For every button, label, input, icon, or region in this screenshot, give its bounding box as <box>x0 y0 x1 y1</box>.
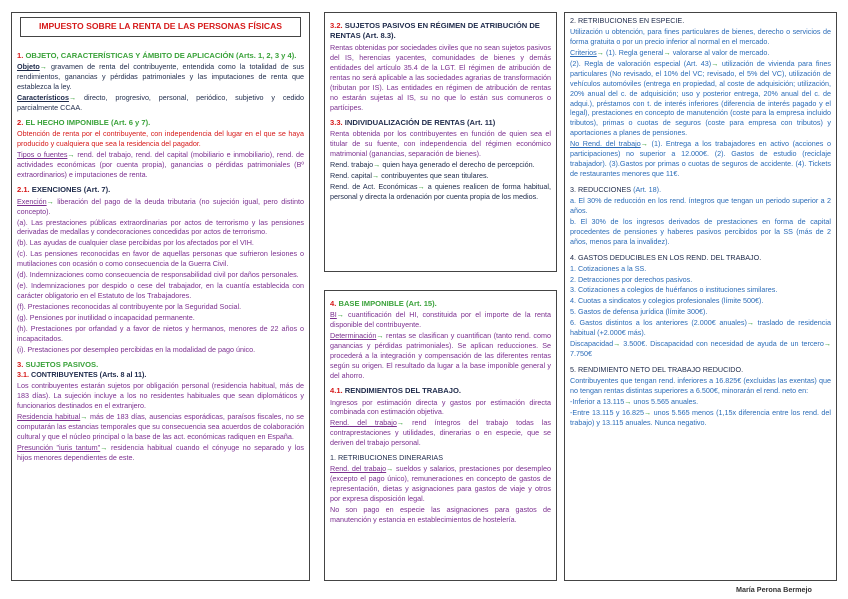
column-1 <box>11 12 310 581</box>
section-4-header: 4. BASE IMPONIBLE (Art. 15). <box>330 299 437 308</box>
column-2-bottom <box>324 290 557 581</box>
section-2-text: Obtención de renta por el contribuyente, con independencia del lugar en el que se haya producido y cualquiera que sea la residencia del pagador. <box>17 129 304 149</box>
rendimiento-neto-text: Contribuyentes que tengan rend. inferiores a 16.825€ (excluidas las exentas) que no tengan rentas distintas superiores a 6.500€, minorarán el rend. neto en: <box>570 375 831 395</box>
section-31-text: Los contribuyentes estarán sujetos por obligación personal (residencia habitual, más de 183 días). La sujeción incluye a los no residentes habituales que sean diplomáticos y funcionarios destinados en el extranjero. <box>17 381 304 410</box>
section-41-text: Ingresos por estimación directa y gastos por estimación directa combinada con estimación objetiva. <box>330 397 551 417</box>
author-signature: María Perona Bermejo <box>736 585 812 594</box>
rend-trabajo-line: Rend. trabajo→ quien haya generado el derecho de percepción. <box>330 159 535 169</box>
section-33-header: 3.3. INDIVIDUALIZACIÓN DE RENTAS (Art. 11) <box>330 117 496 127</box>
objeto-paragraph: Objeto→ gravamen de renta del contribuyente, entendida como la totalidad de sus rendimientos, ganancias y pérdidas patrimoniales y las imputaciones de renta que establezca la ley. <box>17 62 304 92</box>
reducciones-b: b. El 30% de los ingresos derivados de prestaciones en forma de capital procedentes de pensiones y haberes pasivos percibidos por la SS (más de 2 años, menos para la invalidez). <box>570 216 831 246</box>
rend-capital-line: Rend. capital→ contribuyentes que sean titulares. <box>330 170 489 180</box>
list-item: 3. Cotizaciones a colegios de huérfanos o instituciones similares. <box>570 285 778 295</box>
retribuciones-especie-header: 2. RETRIBUCIONES EN ESPECIE. <box>570 16 685 25</box>
section-3-header: 3. SUJETOS PASIVOS. <box>17 359 99 369</box>
exencion-paragraph: Exención→ liberación del pago de la deuda tributaria (no sujeción igual, pero distinto concepto). <box>17 196 304 216</box>
retribuciones-dinerarias-text: Rend. del trabajo→ sueldos y salarios, prestaciones por desempleo (excepto el pago único), remuneraciones en concepto de gastos de representación, dietas y asignaciones para gastos de viaje y otros por expresa disposición legal. <box>330 464 551 503</box>
determinacion-paragraph: Determinación→ rentas se clasifican y cuantifican (tanto rend. como ganancias y pérdidas patrimoniales). Se aplican reducciones. Se procederá a la integración y compensación de las diferentes rentas según su origen. El resultado da lugar a la base imponible general y del ahorro. <box>330 331 552 381</box>
section-2-header: 2. EL HECHO IMPONIBLE (Art. 6 y 7). <box>17 118 151 128</box>
list-item: 5. Gastos de defensa jurídica (límite 300€). <box>570 307 708 317</box>
caract-paragraph: Característicos→ directo, progresivo, personal, periódico, subjetivo y cedido parcialmente CCAA. <box>17 93 304 113</box>
list-item: Discapacidad→ 3.500€. Discapacidad con necesidad de ayuda de un tercero→ 7.750€ <box>570 339 832 359</box>
rend-del-trabajo-paragraph: Rend. del trabajo→ rend íntegros del trabajo todas las contraprestaciones y utilidades, dinerarias o en especie, que se deriven del trabajo personal. <box>330 418 551 448</box>
rend-act-line: Rend. de Act. Económicas→ a quienes realicen de forma habitual, personal y directa la ordenación por cuenta propia de los medios. <box>330 181 551 201</box>
retribuciones-dinerarias-note: No son pago en especie las asignaciones para gastos de manutención y estancia en establecimientos de hostelería. <box>330 504 551 524</box>
list-item: (b). Las ayudas de cualquier clase percibidas por los afectados por el VIH. <box>17 238 254 248</box>
list-item: (g). Pensiones por inutilidad o incapacidad permanente. <box>17 312 195 322</box>
no-rend-trabajo-paragraph: No Rend. del trabajo→ (1). Entrega a los trabajadores en activo (acciones o participaciones) no superior a 12.000€. (2). Gastos de estudio (reciclaje trabajador). (3).Gastos por primas o cuotas de seguros de accidente. (4). Tickets de restaurantes menores que 11€. <box>570 139 831 179</box>
column-3 <box>564 12 837 581</box>
tipos-paragraph: Tipos o fuentes→ rend. del trabajo, rend. del capital (mobiliario e inmobiliario), rend. de actividades económicas (por cuenta propia), ganancias o pérdidas patrimoniales (Bº extraordinarios) e imputaciones de renta. <box>17 150 304 180</box>
regla-especial-paragraph: (2). Regla de valoración especial (Art. 43)→ utilización de vivienda para fines particulares (No revisado, el 10% del VC; revisado, el 5% del VC), utilización de vehículos automóviles (entrega en propiedad, al coste de adquisición; utilización, 20% anual del c. de adquisición; uso y posterior entrega, 20% anual del c. de adqui.), préstamos con t. de interés inferiores (diferencia de interés pagado y el legal), prestaciones en concepto de manutención (coste para la empresa incluido tributos), primas o cuotas de seguros (coste para empresa con tributos) y aportaciones a planes de pensiones. <box>570 58 832 138</box>
gastos-list <box>570 264 831 359</box>
list-item: (e). Indemnizaciones por despido o cese del trabajador, en la cuantía establecida con carácter obligatorio en el Estatuto de los Trabajadores. <box>17 281 304 301</box>
page-title: IMPUESTO SOBRE LA RENTA DE LAS PERSONAS FÍSICAS <box>20 17 301 37</box>
section-32-header: 3.2. SUJETOS PASIVOS EN RÉGIMEN DE ATRIBUCIÓN DE RENTAS (Art. 8.3). <box>330 21 540 41</box>
column-2-top <box>324 12 557 272</box>
rendimiento-neto-header: 5. RENDIMIENTO NETO DEL TRABAJO REDUCIDO. <box>570 365 744 374</box>
list-item: (c). Las pensiones reconocidas en favor de aquellas personas que sufrieron lesiones o mutilaciones con ocasión o como consecuencia de la Guerra Civil. <box>17 249 304 269</box>
residencia-paragraph: Residencia habitual→ más de 183 días, ausencias esporádicas, paraísos fiscales, no se computarán las estancias temporales que su consecuencia sea acuerdos de colaboración cultural y que el núcleo principal o la base de las act. económicas radiquen en España. <box>17 411 305 441</box>
bi-paragraph: BI→ cuantificación del HI, constituida por el importe de la renta disponible del contribuyente. <box>330 310 551 330</box>
list-item: 4. Cuotas a sindicatos y colegios profesionales (límite 500€). <box>570 296 764 306</box>
reducciones-header: 3. REDUCCIONES (Art. 18). <box>570 185 662 194</box>
section-21-header: 2.1. EXENCIONES (Art. 7). <box>17 185 111 195</box>
section-31-header: 3.1. CONTRIBUYENTES (Arts. 8 al 11). <box>17 370 147 380</box>
list-item: 2. Detracciones por derechos pasivos. <box>570 274 693 284</box>
list-item: (d). Indemnizaciones como consecuencia de responsabilidad civil por daños personales. <box>17 270 299 280</box>
retribuciones-dinerarias-header: 1. RETRIBUCIONES DINERARIAS <box>330 453 444 463</box>
section-1-header: 1. OBJETO, CARACTERÍSTICAS Y ÁMBITO DE APLICACIÓN (Arts. 1, 2, 3 y 4). <box>17 50 297 60</box>
list-item: (f). Prestaciones reconocidas al contribuyente por la Seguridad Social. <box>17 302 242 312</box>
section-41-header: 4.1. RENDIMIENTOS DEL TRABAJO. <box>330 386 461 396</box>
exenciones-list <box>17 218 304 355</box>
criterios-paragraph: Criterios→ (1). Regla general→ valorarse al valor de mercado. <box>570 47 770 57</box>
gastos-deducibles-header: 4. GASTOS DEDUCIBLES EN LOS REND. DEL TRABAJO. <box>570 252 762 262</box>
list-item: 1. Cotizaciones a la SS. <box>570 263 647 273</box>
list-item: (i). Prestaciones por desempleo percibidas en la modalidad de pago único. <box>17 344 256 354</box>
section-33-text: Renta obtenida por los contribuyentes en función de quien sea el titular de su fuente, con independencia del régimen económico matrimonial (ganancias, separación de bienes). <box>330 128 551 158</box>
list-item: (a). Las prestaciones públicas extraordinarias por actos de terrorismo y las pensiones derivadas de medallas y condecoraciones concedidas por actos de terrorismo. <box>17 217 304 237</box>
rendimiento-neto-b: -Entre 13.115 y 16.825→ unos 5.565 menos (1,15x diferencia entre los rend. del trabajo) y 13.115 anuales. Nunca negativo. <box>570 407 832 427</box>
list-item: 6. Gastos distintos a los anteriores (2.000€ anuales)→ traslado de residencia habitual (+2.000€ más). <box>570 318 831 338</box>
list-item: (h). Prestaciones por orfandad y a favor de nietos y hermanos, menores de 22 años o incapacitados. <box>17 323 304 343</box>
rendimiento-neto-a: -Inferior a 13.115→ unos 5.565 anuales. <box>570 396 699 406</box>
retribuciones-especie-text: Utilización u obtención, para fines particulares de bienes, derecho o servicios de forma gratuita o por un precio inferior al normal en el mercado. <box>570 26 831 46</box>
reducciones-a: a. El 30% de reducción en los rend. íntegros que tengan un periodo superior a 2 años. <box>570 195 831 215</box>
section-32-text: Rentas obtenidas por sociedades civiles que no sean sujetos pasivos del IS, herencias yacentes, comunidades de bienes y demás entidades del artículo 35.4 de la LGT. El régimen de atribución de rentas no será aplicable a las sociedades agrarias de transformación (tributan por IS). Las entidades en régimen de atribución de rentas no estarán sujetas al IS, su no que lo están sus comuneros o partícipes. <box>330 42 551 112</box>
presuncion-paragraph: Presunción "iuris tantum"→ residencia habitual cuando el cónyuge no separado y los hijos menores dependientes de este. <box>17 442 305 462</box>
